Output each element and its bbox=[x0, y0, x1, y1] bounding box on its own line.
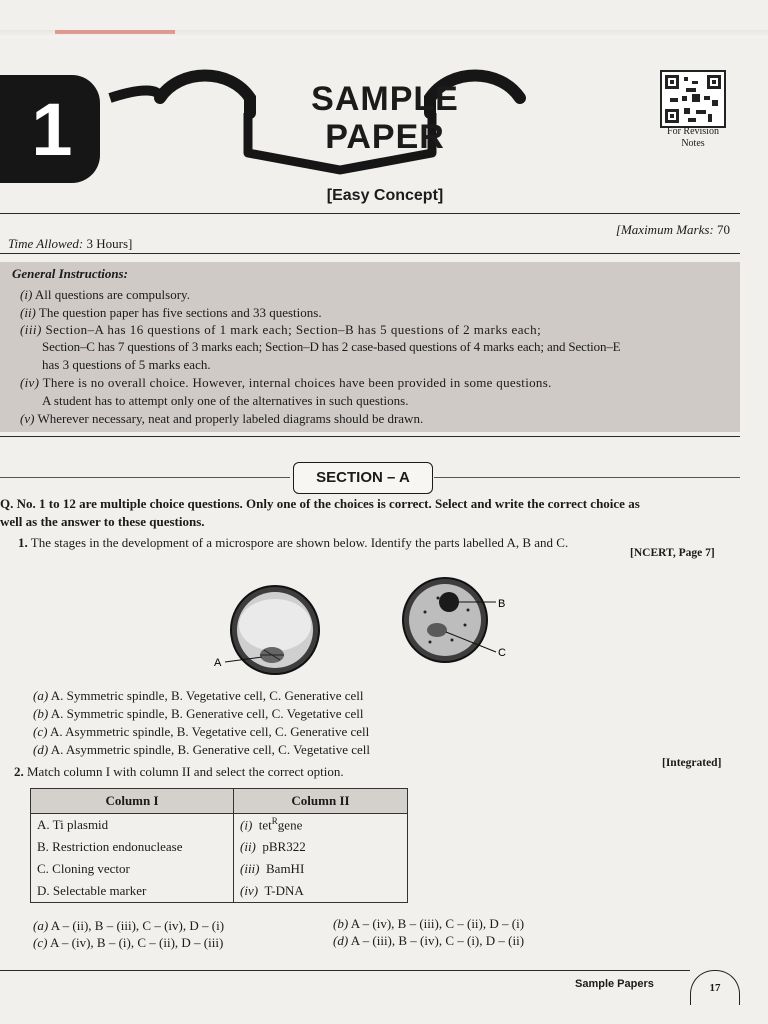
title-line-1: SAMPLE bbox=[311, 80, 459, 118]
instruction-item: (iii) Section–A has 16 questions of 1 mark each; Section–B has 5 questions of 2 marks each; bbox=[20, 322, 542, 337]
table-row bbox=[31, 836, 408, 858]
table-header-row bbox=[31, 789, 408, 814]
question-1-reference: [NCERT, Page 7] bbox=[630, 547, 715, 559]
instruction-item: (iv) There is no overall choice. However, internal choices have been provided in some questions. bbox=[20, 375, 552, 390]
instruction-item: (ii) The question paper has five sections and 33 questions. bbox=[20, 305, 322, 320]
instructions-heading: General Instructions: bbox=[12, 266, 128, 281]
footer-rule bbox=[0, 970, 690, 971]
table-cell: D. Selectable marker bbox=[31, 880, 234, 903]
qr-caption-line-1: For Revision bbox=[667, 126, 719, 137]
column-1-header: Column I bbox=[31, 789, 234, 814]
section-intro-line-2: well as the answer to these questions. bbox=[0, 514, 205, 529]
q2-option-a: (a) A – (ii), B – (iii), C – (iv), D – (i) bbox=[33, 918, 225, 933]
table-cell: (iv) T-DNA bbox=[234, 880, 408, 903]
section-rule-left bbox=[0, 477, 290, 478]
q2-option-b: (b) A – (iv), B – (iii), C – (ii), D – (i) bbox=[333, 916, 525, 931]
q2-option-d: (d) A – (iii), B – (iv), C – (i), D – (ii) bbox=[333, 933, 525, 948]
marks-label: [Maximum Marks: bbox=[615, 222, 714, 237]
marks-value: 70 bbox=[717, 222, 730, 237]
q1-option-a: (a) A. Symmetric spindle, B. Vegetative cell, C. Generative cell bbox=[33, 688, 364, 703]
label-b: B bbox=[498, 598, 506, 610]
qr-caption-line-2: Notes bbox=[681, 138, 705, 149]
q2-option-c: (c) A – (iv), B – (i), C – (ii), D – (iii) bbox=[33, 935, 224, 950]
top-red-mark bbox=[55, 30, 175, 34]
instructions-bottom-rule bbox=[0, 436, 740, 437]
question-2 bbox=[14, 764, 344, 780]
time-allowed bbox=[8, 236, 132, 252]
table-cell: (ii) pBR322 bbox=[234, 836, 408, 858]
section-intro-line-1: Q. No. 1 to 12 are multiple choice questions. Only one of the choices is correct. Select and write the correct choice as bbox=[0, 496, 640, 511]
label-a: A bbox=[214, 657, 222, 669]
section-rule-right bbox=[434, 477, 740, 478]
question-1 bbox=[18, 535, 568, 551]
meta-rule bbox=[0, 253, 740, 254]
label-c: C bbox=[498, 647, 506, 659]
q1-option-d: (d) A. Asymmetric spindle, B. Generative cell, C. Vegetative cell bbox=[33, 742, 370, 757]
match-table bbox=[30, 788, 408, 903]
table-row bbox=[31, 814, 408, 837]
instruction-continuation: A student has to attempt only one of the alternatives in such questions. bbox=[42, 393, 409, 408]
question-number: 2. bbox=[14, 764, 24, 779]
table-cell: (i) tet$^R$gene bbox=[234, 814, 408, 837]
qr-caption bbox=[652, 126, 734, 150]
paper-number: 1 bbox=[31, 88, 73, 171]
instruction-item: (i) All questions are compulsory. bbox=[20, 287, 190, 302]
max-marks bbox=[560, 222, 730, 238]
time-label: Time Allowed: bbox=[8, 236, 84, 251]
question-number: 1. bbox=[18, 535, 28, 550]
header-rule bbox=[0, 213, 740, 214]
table-row bbox=[31, 880, 408, 903]
table-row bbox=[31, 858, 408, 880]
time-value: 3 Hours] bbox=[86, 236, 133, 251]
concept-label: [Easy Concept] bbox=[326, 187, 444, 204]
table-cell: A. Ti plasmid bbox=[31, 814, 234, 837]
table-cell: B. Restriction endonuclease bbox=[31, 836, 234, 858]
question-text: The stages in the development of a microspore are shown below. Identify the parts labelled A, B and C. bbox=[30, 535, 569, 550]
q1-option-c: (c) A. Asymmetric spindle, B. Vegetative cell, C. Generative cell bbox=[33, 724, 370, 739]
page-number: 17 bbox=[709, 982, 721, 994]
microspore-diagram bbox=[214, 580, 520, 690]
qr-code-icon[interactable] bbox=[660, 70, 726, 128]
q1-option-b: (b) A. Symmetric spindle, B. Generative cell, C. Vegetative cell bbox=[33, 706, 364, 721]
section-heading: SECTION – A bbox=[293, 462, 433, 494]
instruction-item: (v) Wherever necessary, neat and properly labeled diagrams should be drawn. bbox=[20, 411, 424, 426]
instruction-continuation: has 3 questions of 5 marks each. bbox=[42, 357, 211, 372]
table-cell: (iii) BamHI bbox=[234, 858, 408, 880]
instruction-continuation: Section–C has 7 questions of 3 marks each; Section–D has 2 case-based questions of 4 marks each; and Section–E bbox=[42, 339, 621, 354]
column-2-header: Column II bbox=[234, 789, 408, 814]
title-line-2: PAPER bbox=[325, 118, 445, 156]
question-2-reference: [Integrated] bbox=[662, 757, 722, 769]
question-text: Match column I with column II and select the correct option. bbox=[27, 764, 344, 779]
footer-label: Sample Papers bbox=[575, 978, 654, 990]
table-cell: C. Cloning vector bbox=[31, 858, 234, 880]
